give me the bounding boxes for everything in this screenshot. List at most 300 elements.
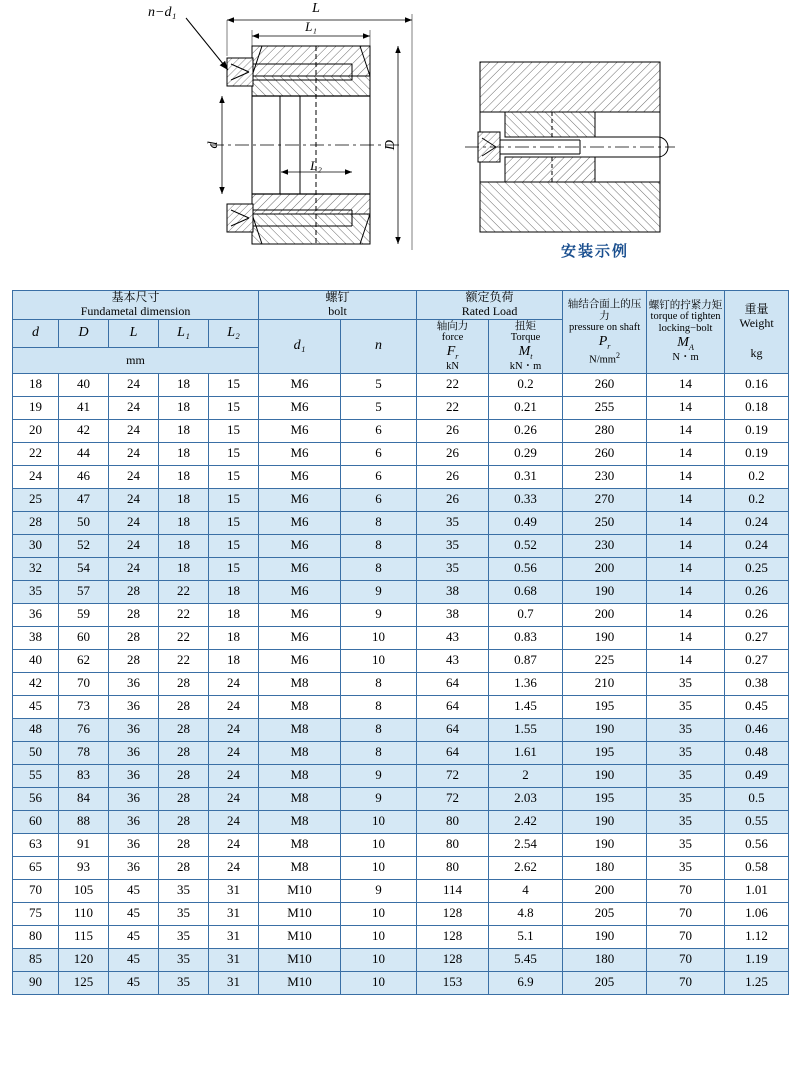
cell-P: 190 xyxy=(563,925,647,948)
cell-L1: 18 xyxy=(159,396,209,419)
cell-P: 260 xyxy=(563,442,647,465)
cell-Weight: 0.26 xyxy=(725,580,789,603)
cell-M: 0.21 xyxy=(489,396,563,419)
cell-P: 190 xyxy=(563,764,647,787)
cell-D: 40 xyxy=(59,373,109,396)
cell-M: 2.54 xyxy=(489,833,563,856)
cell-F: 80 xyxy=(417,810,489,833)
cell-L1: 18 xyxy=(159,442,209,465)
cell-L: 36 xyxy=(109,787,159,810)
cell-MA: 35 xyxy=(647,672,725,695)
cell-F: 64 xyxy=(417,718,489,741)
cell-L2: 15 xyxy=(209,557,259,580)
cell-n: 9 xyxy=(341,603,417,626)
cell-L: 36 xyxy=(109,764,159,787)
cell-L1: 22 xyxy=(159,580,209,603)
col-header-torque xyxy=(489,319,563,373)
group-header-pressure-on-shaft xyxy=(563,291,647,374)
table-row xyxy=(13,810,789,833)
cell-L: 28 xyxy=(109,603,159,626)
label-L2: L₂ xyxy=(310,158,322,173)
group-header-bolt-cn: 螺钉 xyxy=(325,290,350,304)
cell-L: 36 xyxy=(109,810,159,833)
table-group-header-row xyxy=(13,291,789,320)
torque-symbol: $M_t$ xyxy=(518,343,533,361)
cell-L1: 18 xyxy=(159,488,209,511)
cell-Weight: 1.12 xyxy=(725,925,789,948)
col-header-d: d xyxy=(13,319,59,347)
table-row xyxy=(13,511,789,534)
table-row xyxy=(13,672,789,695)
cell-Weight: 0.25 xyxy=(725,557,789,580)
cell-L: 45 xyxy=(109,948,159,971)
cell-d1: M6 xyxy=(259,396,341,419)
table-row xyxy=(13,856,789,879)
cell-L2: 18 xyxy=(209,649,259,672)
cell-MA: 35 xyxy=(647,810,725,833)
cell-P: 250 xyxy=(563,511,647,534)
cell-P: 180 xyxy=(563,856,647,879)
specification-table xyxy=(12,290,789,995)
cell-L2: 15 xyxy=(209,419,259,442)
cell-F: 64 xyxy=(417,741,489,764)
cell-d: 48 xyxy=(13,718,59,741)
cell-d: 85 xyxy=(13,948,59,971)
cell-F: 72 xyxy=(417,764,489,787)
cell-L2: 24 xyxy=(209,695,259,718)
cell-n: 9 xyxy=(341,764,417,787)
cell-L1: 18 xyxy=(159,511,209,534)
cell-d1: M8 xyxy=(259,833,341,856)
cell-D: 42 xyxy=(59,419,109,442)
cell-L2: 15 xyxy=(209,511,259,534)
cell-F: 153 xyxy=(417,971,489,994)
cell-n: 5 xyxy=(341,396,417,419)
table-row xyxy=(13,442,789,465)
group-header-rated-load-cn: 额定负荷 xyxy=(465,290,514,304)
group-header-weight xyxy=(725,291,789,374)
cell-L2: 15 xyxy=(209,373,259,396)
cell-n: 10 xyxy=(341,948,417,971)
cell-n: 10 xyxy=(341,925,417,948)
cell-L2: 31 xyxy=(209,879,259,902)
locking-bolt-cn: 螺钉的拧紧力矩 xyxy=(648,299,723,312)
cell-D: 52 xyxy=(59,534,109,557)
cell-P: 180 xyxy=(563,948,647,971)
cell-L1: 18 xyxy=(159,534,209,557)
cell-F: 26 xyxy=(417,488,489,511)
table-row xyxy=(13,948,789,971)
pressure-symbol: $P_r$ xyxy=(598,333,611,351)
cell-Weight: 1.01 xyxy=(725,879,789,902)
torque-cn: 扭矩 xyxy=(515,319,537,332)
technical-drawing-area xyxy=(0,0,800,290)
cell-MA: 14 xyxy=(647,373,725,396)
cell-P: 195 xyxy=(563,741,647,764)
cell-Weight: 0.19 xyxy=(725,419,789,442)
pressure-en: pressure on shaft xyxy=(568,321,641,333)
cell-d1: M6 xyxy=(259,534,341,557)
cell-D: 76 xyxy=(59,718,109,741)
cell-D: 50 xyxy=(59,511,109,534)
cell-MA: 70 xyxy=(647,879,725,902)
cell-L: 36 xyxy=(109,741,159,764)
cell-d: 70 xyxy=(13,879,59,902)
cell-MA: 35 xyxy=(647,718,725,741)
axial-force-unit: kN xyxy=(446,360,459,372)
cell-n: 10 xyxy=(341,971,417,994)
cell-F: 80 xyxy=(417,856,489,879)
cell-D: 120 xyxy=(59,948,109,971)
table-row xyxy=(13,534,789,557)
table-row xyxy=(13,396,789,419)
cell-L1: 35 xyxy=(159,925,209,948)
cell-L: 28 xyxy=(109,649,159,672)
cell-D: 70 xyxy=(59,672,109,695)
cell-L1: 28 xyxy=(159,764,209,787)
cell-F: 26 xyxy=(417,465,489,488)
cell-L1: 35 xyxy=(159,948,209,971)
cell-L1: 35 xyxy=(159,902,209,925)
cell-d: 90 xyxy=(13,971,59,994)
label-L: L xyxy=(312,1,320,16)
cell-d1: M8 xyxy=(259,695,341,718)
cell-F: 26 xyxy=(417,419,489,442)
cell-D: 46 xyxy=(59,465,109,488)
cell-MA: 35 xyxy=(647,741,725,764)
cell-F: 128 xyxy=(417,925,489,948)
cell-L1: 28 xyxy=(159,672,209,695)
cell-F: 35 xyxy=(417,511,489,534)
cell-Weight: 0.27 xyxy=(725,626,789,649)
cell-L1: 18 xyxy=(159,419,209,442)
table-row xyxy=(13,580,789,603)
cell-n: 5 xyxy=(341,373,417,396)
cell-d1: M10 xyxy=(259,948,341,971)
col-header-L2: L₂ xyxy=(209,319,259,347)
group-header-rated-load xyxy=(417,291,563,320)
cell-n: 8 xyxy=(341,741,417,764)
table-row xyxy=(13,626,789,649)
cell-n: 6 xyxy=(341,419,417,442)
cell-P: 190 xyxy=(563,718,647,741)
cell-M: 1.45 xyxy=(489,695,563,718)
cell-d: 32 xyxy=(13,557,59,580)
cell-D: 62 xyxy=(59,649,109,672)
cell-P: 190 xyxy=(563,626,647,649)
cell-d: 56 xyxy=(13,787,59,810)
col-header-L1: L₁ xyxy=(159,319,209,347)
axial-force-symbol: $F_r$ xyxy=(446,343,459,361)
cell-MA: 70 xyxy=(647,925,725,948)
cell-MA: 70 xyxy=(647,948,725,971)
cell-P: 200 xyxy=(563,879,647,902)
cell-d: 63 xyxy=(13,833,59,856)
cell-L: 36 xyxy=(109,833,159,856)
cell-L2: 24 xyxy=(209,810,259,833)
cell-L2: 31 xyxy=(209,971,259,994)
group-header-bolt xyxy=(259,291,417,320)
cell-P: 210 xyxy=(563,672,647,695)
cell-L2: 24 xyxy=(209,672,259,695)
cell-P: 260 xyxy=(563,373,647,396)
group-header-fundamental-dimension-en: Fundametal dimension xyxy=(80,303,191,318)
cell-MA: 35 xyxy=(647,833,725,856)
table-row xyxy=(13,787,789,810)
cell-P: 190 xyxy=(563,833,647,856)
cell-L: 28 xyxy=(109,580,159,603)
cell-M: 2 xyxy=(489,764,563,787)
cell-D: 125 xyxy=(59,971,109,994)
cell-D: 105 xyxy=(59,879,109,902)
cell-d1: M6 xyxy=(259,511,341,534)
cell-d1: M8 xyxy=(259,810,341,833)
cell-D: 83 xyxy=(59,764,109,787)
cell-d1: M6 xyxy=(259,488,341,511)
cell-L1: 35 xyxy=(159,879,209,902)
weight-en: Weight xyxy=(739,315,774,330)
cell-MA: 14 xyxy=(647,465,725,488)
cell-M: 0.83 xyxy=(489,626,563,649)
cell-MA: 14 xyxy=(647,557,725,580)
torque-unit: kN・m xyxy=(509,360,542,372)
cell-L: 24 xyxy=(109,373,159,396)
cell-Weight: 1.06 xyxy=(725,902,789,925)
cell-n: 9 xyxy=(341,580,417,603)
cell-n: 8 xyxy=(341,511,417,534)
cell-P: 225 xyxy=(563,649,647,672)
cell-L2: 24 xyxy=(209,856,259,879)
col-header-D: D xyxy=(59,319,109,347)
cell-Weight: 1.19 xyxy=(725,948,789,971)
cell-D: 54 xyxy=(59,557,109,580)
cell-M: 2.42 xyxy=(489,810,563,833)
cell-d1: M6 xyxy=(259,580,341,603)
table-row xyxy=(13,419,789,442)
table-row xyxy=(13,557,789,580)
cell-F: 22 xyxy=(417,373,489,396)
cell-d1: M6 xyxy=(259,626,341,649)
label-D: D xyxy=(383,139,398,151)
table-row xyxy=(13,695,789,718)
cell-M: 0.26 xyxy=(489,419,563,442)
pressure-cn: 轴结合面上的压力 xyxy=(567,297,642,322)
cell-P: 200 xyxy=(563,557,647,580)
cell-L1: 18 xyxy=(159,465,209,488)
cell-Weight: 0.46 xyxy=(725,718,789,741)
cell-L2: 15 xyxy=(209,488,259,511)
cell-M: 0.52 xyxy=(489,534,563,557)
cell-MA: 70 xyxy=(647,971,725,994)
cell-d: 30 xyxy=(13,534,59,557)
cell-F: 64 xyxy=(417,672,489,695)
cell-F: 38 xyxy=(417,603,489,626)
cell-L2: 31 xyxy=(209,925,259,948)
cell-L1: 28 xyxy=(159,718,209,741)
locking-bolt-en: torque of tighten locking−bolt xyxy=(650,311,721,335)
cell-d: 19 xyxy=(13,396,59,419)
cell-Weight: 0.18 xyxy=(725,396,789,419)
cell-M: 1.36 xyxy=(489,672,563,695)
cell-M: 4.8 xyxy=(489,902,563,925)
cell-d: 42 xyxy=(13,672,59,695)
cell-Weight: 0.48 xyxy=(725,741,789,764)
cell-d1: M8 xyxy=(259,718,341,741)
cell-L: 24 xyxy=(109,534,159,557)
cell-L2: 24 xyxy=(209,741,259,764)
cell-Weight: 0.27 xyxy=(725,649,789,672)
cell-D: 44 xyxy=(59,442,109,465)
cell-D: 88 xyxy=(59,810,109,833)
cell-n: 8 xyxy=(341,557,417,580)
cell-d1: M6 xyxy=(259,557,341,580)
cell-MA: 35 xyxy=(647,787,725,810)
table-row xyxy=(13,764,789,787)
cell-n: 10 xyxy=(341,833,417,856)
cell-L: 24 xyxy=(109,465,159,488)
cell-F: 128 xyxy=(417,902,489,925)
cell-L: 24 xyxy=(109,396,159,419)
cell-MA: 14 xyxy=(647,511,725,534)
cell-L2: 24 xyxy=(209,833,259,856)
cell-L2: 24 xyxy=(209,787,259,810)
cell-L1: 28 xyxy=(159,741,209,764)
cell-d1: M6 xyxy=(259,649,341,672)
cell-MA: 14 xyxy=(647,419,725,442)
group-header-bolt-en: bolt xyxy=(328,303,347,318)
cell-L1: 28 xyxy=(159,810,209,833)
cell-D: 84 xyxy=(59,787,109,810)
cell-F: 72 xyxy=(417,787,489,810)
weight-cn: 重量 xyxy=(744,302,769,317)
cell-d: 40 xyxy=(13,649,59,672)
cell-M: 0.29 xyxy=(489,442,563,465)
cell-d: 55 xyxy=(13,764,59,787)
cell-MA: 14 xyxy=(647,603,725,626)
cell-L2: 15 xyxy=(209,534,259,557)
cell-L2: 24 xyxy=(209,764,259,787)
cell-P: 205 xyxy=(563,902,647,925)
cell-d: 75 xyxy=(13,902,59,925)
cell-MA: 35 xyxy=(647,764,725,787)
cell-d: 65 xyxy=(13,856,59,879)
cell-P: 205 xyxy=(563,971,647,994)
cell-F: 35 xyxy=(417,534,489,557)
cell-P: 190 xyxy=(563,580,647,603)
cell-Weight: 0.2 xyxy=(725,465,789,488)
cell-L1: 22 xyxy=(159,603,209,626)
cell-D: 59 xyxy=(59,603,109,626)
cell-L2: 15 xyxy=(209,465,259,488)
cell-n: 9 xyxy=(341,787,417,810)
cell-L: 24 xyxy=(109,442,159,465)
cell-F: 64 xyxy=(417,695,489,718)
table-row xyxy=(13,603,789,626)
cell-Weight: 0.24 xyxy=(725,511,789,534)
group-header-locking-bolt-torque xyxy=(647,291,725,374)
cell-L1: 22 xyxy=(159,649,209,672)
cell-L: 24 xyxy=(109,557,159,580)
cell-MA: 14 xyxy=(647,649,725,672)
cell-Weight: 0.55 xyxy=(725,810,789,833)
locking-bolt-unit: N・m xyxy=(672,352,699,364)
cell-d1: M10 xyxy=(259,879,341,902)
cell-d: 80 xyxy=(13,925,59,948)
cell-d1: M8 xyxy=(259,856,341,879)
cell-n: 10 xyxy=(341,856,417,879)
axial-force-en: force xyxy=(441,331,464,343)
cell-L1: 22 xyxy=(159,626,209,649)
cell-D: 41 xyxy=(59,396,109,419)
group-header-fundamental-dimension xyxy=(13,291,259,320)
cell-d1: M10 xyxy=(259,971,341,994)
cell-L: 36 xyxy=(109,695,159,718)
cell-F: 43 xyxy=(417,649,489,672)
cell-n: 10 xyxy=(341,902,417,925)
cell-L: 24 xyxy=(109,488,159,511)
cell-L2: 18 xyxy=(209,603,259,626)
cell-MA: 35 xyxy=(647,695,725,718)
cell-n: 9 xyxy=(341,879,417,902)
table-row xyxy=(13,488,789,511)
cell-P: 270 xyxy=(563,488,647,511)
installation-example-caption: 安装示例 xyxy=(560,242,629,260)
cell-L: 36 xyxy=(109,856,159,879)
cell-d: 24 xyxy=(13,465,59,488)
cell-n: 6 xyxy=(341,465,417,488)
cell-D: 115 xyxy=(59,925,109,948)
cell-d1: M6 xyxy=(259,373,341,396)
table-row xyxy=(13,373,789,396)
cell-M: 2.62 xyxy=(489,856,563,879)
cell-D: 60 xyxy=(59,626,109,649)
cell-M: 2.03 xyxy=(489,787,563,810)
cell-F: 26 xyxy=(417,442,489,465)
cell-d: 25 xyxy=(13,488,59,511)
dimension-unit: mm xyxy=(126,352,145,367)
cell-MA: 70 xyxy=(647,902,725,925)
col-header-n: n xyxy=(341,319,417,373)
cell-d1: M8 xyxy=(259,672,341,695)
cell-Weight: 0.38 xyxy=(725,672,789,695)
cell-L1: 28 xyxy=(159,787,209,810)
cell-d: 38 xyxy=(13,626,59,649)
cell-L: 24 xyxy=(109,511,159,534)
cell-n: 6 xyxy=(341,442,417,465)
label-n-d1: n−d₁ xyxy=(148,5,177,20)
cell-Weight: 0.2 xyxy=(725,488,789,511)
weight-unit: kg xyxy=(750,345,763,360)
cell-Weight: 0.26 xyxy=(725,603,789,626)
cell-n: 8 xyxy=(341,695,417,718)
torque-en: Torque xyxy=(510,331,541,343)
cell-d: 20 xyxy=(13,419,59,442)
cell-n: 8 xyxy=(341,534,417,557)
cell-M: 1.61 xyxy=(489,741,563,764)
cell-M: 5.1 xyxy=(489,925,563,948)
cell-d1: M8 xyxy=(259,741,341,764)
cell-MA: 14 xyxy=(647,442,725,465)
cell-d: 60 xyxy=(13,810,59,833)
cell-L: 36 xyxy=(109,718,159,741)
group-header-fundamental-dimension-cn: 基本尺寸 xyxy=(111,290,160,304)
cell-Weight: 0.24 xyxy=(725,534,789,557)
group-header-rated-load-en: Rated Load xyxy=(461,303,518,318)
cell-F: 80 xyxy=(417,833,489,856)
cell-M: 0.87 xyxy=(489,649,563,672)
cell-L: 45 xyxy=(109,902,159,925)
cell-L: 28 xyxy=(109,626,159,649)
